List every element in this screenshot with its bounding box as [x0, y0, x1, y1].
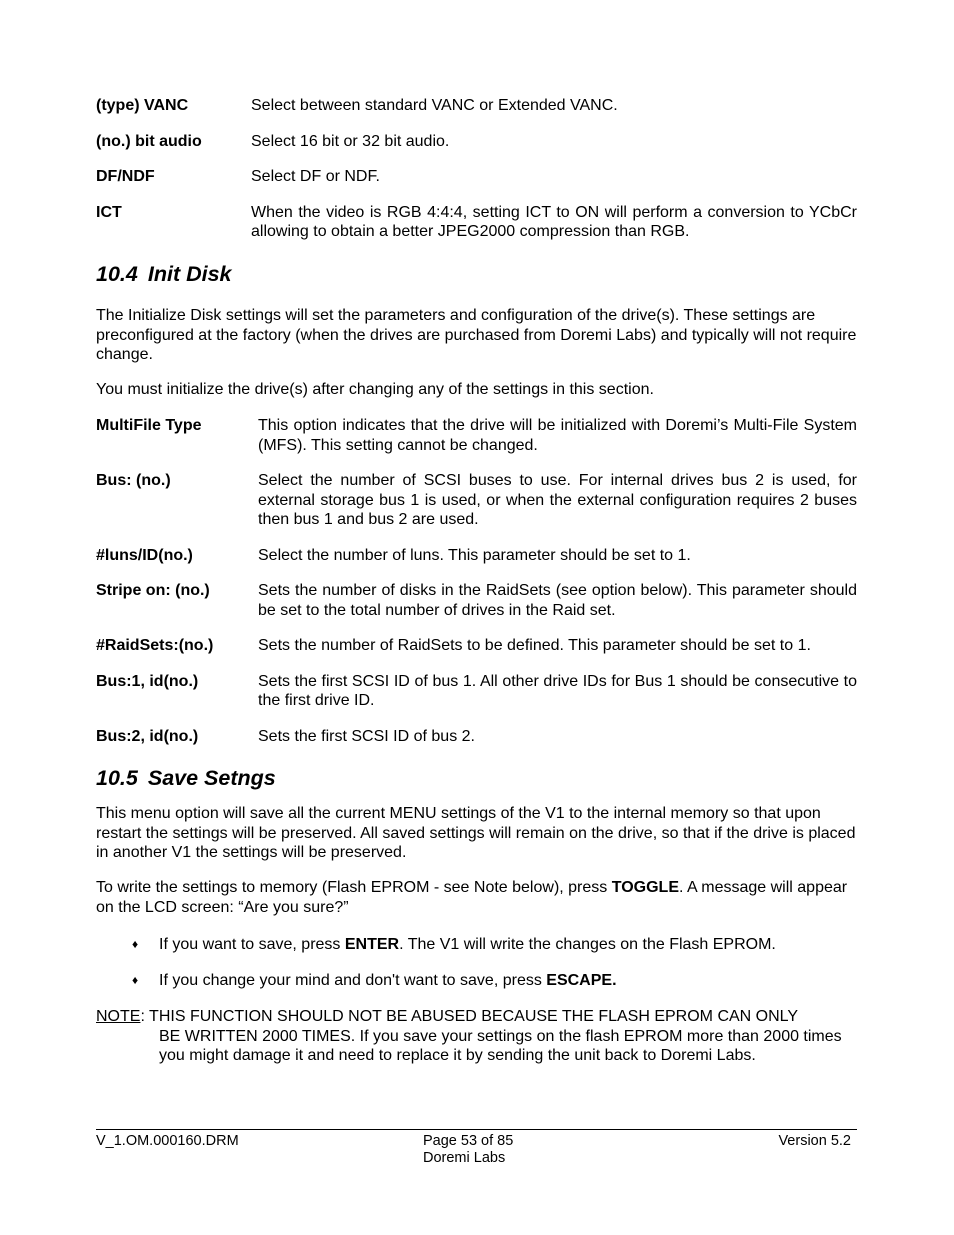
init-disk-intro: The Initialize Disk settings will set the parameters and configuration of the drive(s). These settings are preconfigured at the factory (when the drives are purchased from Doremi Labs) and typically will not require change.	[96, 307, 857, 363]
section-heading-10-4	[96, 261, 232, 287]
definition-desc: When the video is RGB 4:4:4, setting ICT to ON will perform a conversion to YCbCr allowing to obtain a better JPEG2000 compression than RGB.	[251, 203, 857, 240]
page-number: Page 53 of 85 Doremi Labs	[423, 1133, 514, 1166]
definition-term: MultiFile Type	[96, 417, 202, 434]
section-title: Save Setngs	[147, 766, 276, 790]
diamond-bullet-icon: ♦	[132, 937, 139, 951]
note-label: NOTE	[96, 1008, 141, 1025]
save-options-list	[96, 935, 857, 1006]
definition-row	[96, 471, 857, 530]
definition-row	[96, 636, 857, 656]
list-item	[96, 935, 857, 955]
definition-row	[96, 727, 857, 747]
save-settings-instructions	[96, 878, 857, 917]
definition-desc: Select the number of SCSI buses to use. For internal drives bus 2 is used, for external storage bus 1 is used, or when the external configuration requires 2 buses then bus 1 and bus 2 are used.	[258, 472, 857, 528]
definition-row	[96, 96, 857, 116]
definition-row	[96, 203, 857, 242]
page-footer	[96, 1129, 857, 1166]
list-item-text: If you change your mind and don't want to save, press ESCAPE.	[159, 971, 617, 989]
definition-row	[96, 581, 857, 620]
definition-row	[96, 167, 857, 187]
definition-desc: Sets the first SCSI ID of bus 1. All other drive IDs for Bus 1 should be consecutive to the first drive ID.	[258, 672, 857, 709]
definition-row	[96, 132, 857, 152]
definition-desc: Select 16 bit or 32 bit audio.	[251, 132, 450, 150]
definition-desc: This option indicates that the drive will be initialized with Doremi’s Multi-File System (MFS). This setting cannot be changed.	[258, 417, 857, 454]
init-disk-note: You must initialize the drive(s) after changing any of the settings in this section.	[96, 381, 654, 398]
save-settings-intro: This menu option will save all the current MENU settings of the V1 to the internal memory so that upon restart the settings will be preserved. All saved settings will remain on the drive, so that if the drive is placed in another V1 the settings will be preserved.	[96, 805, 856, 861]
instruction-text: . A message will appear on the LCD screen: “Are you sure?”	[96, 879, 848, 916]
flash-eprom-note	[96, 1007, 857, 1066]
diamond-bullet-icon: ♦	[132, 972, 139, 987]
definition-term: Bus:1, id(no.)	[96, 672, 199, 690]
definition-desc: Select the number of luns. This parameter should be set to 1.	[258, 546, 691, 564]
definition-term: Bus:2, id(no.)	[96, 727, 199, 745]
definition-term: Bus: (no.)	[96, 472, 171, 489]
section-number: 10.5	[96, 766, 138, 790]
definition-term: #RaidSets:(no.)	[96, 637, 214, 654]
definition-row	[96, 672, 857, 711]
definition-row	[96, 416, 857, 455]
list-item	[96, 971, 857, 991]
definition-desc: Select between standard VANC or Extended VANC.	[251, 97, 618, 114]
toggle-key-label: TOGGLE	[611, 879, 679, 896]
definition-desc: Select DF or NDF.	[251, 168, 380, 185]
init-disk-settings-list	[96, 416, 857, 762]
definition-desc: Sets the number of disks in the RaidSets (see option below). This parameter should be set to the total number of drives in the Raid set.	[258, 582, 857, 619]
definition-term: (type) VANC	[96, 97, 189, 114]
definition-term: DF/NDF	[96, 168, 155, 185]
definition-term: #luns/ID(no.)	[96, 546, 193, 564]
section-title: Init Disk	[147, 262, 232, 286]
document-id: V_1.OM.000160.DRM	[96, 1133, 239, 1149]
definition-term: (no.) bit audio	[96, 132, 202, 150]
instruction-text: To write the settings to memory (Flash EPROM - see Note below), press	[96, 879, 612, 896]
section-heading-10-5	[96, 765, 276, 791]
definition-term: Stripe on: (no.)	[96, 582, 210, 599]
version-label: Version 5.2	[778, 1133, 851, 1149]
definition-desc: Sets the first SCSI ID of bus 2.	[258, 727, 475, 745]
note-first-line: NOTE: THIS FUNCTION SHOULD NOT BE ABUSED BECAUSE THE FLASH EPROM CAN ONLY	[96, 1008, 799, 1025]
section-number: 10.4	[96, 262, 138, 286]
top-definition-list	[96, 96, 857, 258]
definition-row	[96, 546, 857, 566]
note-body: BE WRITTEN 2000 TIMES. If you save your settings on the flash EPROM more than 2000 times you might damage it and need to replace it by sending the unit back to Doremi Labs.	[159, 1027, 842, 1064]
list-item-text: If you want to save, press ENTER. The V1 will write the changes on the Flash EPROM.	[159, 936, 776, 953]
definition-desc: Sets the number of RaidSets to be defined. This parameter should be set to 1.	[258, 637, 811, 654]
definition-term: ICT	[96, 203, 122, 221]
